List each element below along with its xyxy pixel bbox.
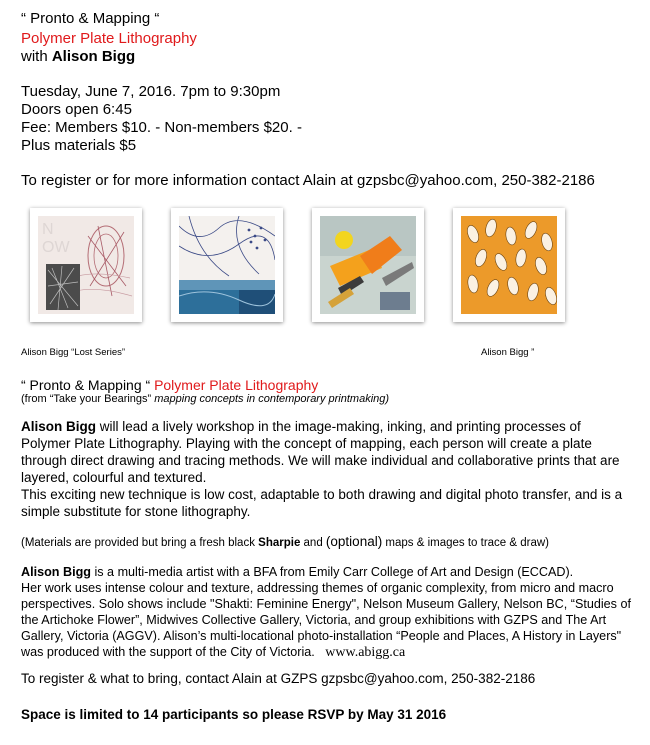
source-note-a: (from “Take your Bearings”: [21, 393, 155, 405]
artist-website-link[interactable]: www.abigg.ca: [325, 645, 406, 660]
caption-lost-series: Alison Bigg “Lost Series”: [21, 347, 126, 358]
section-title-red: Polymer Plate Lithography: [154, 377, 319, 393]
artwork-lost-series-image: [38, 216, 134, 314]
materials-note-b: and: [300, 537, 326, 549]
bio-artist-name: Alison Bigg: [21, 565, 91, 579]
materials-note-optional: (optional): [325, 534, 383, 549]
thumbnail-orange-leaves: [453, 208, 565, 322]
thumbnail-mapping-lines: [171, 208, 283, 322]
artist-name-header: Alison Bigg: [51, 48, 136, 65]
materials-note-sharpie: Sharpie: [258, 537, 301, 549]
workshop-description: [21, 418, 633, 520]
rsvp-deadline: Space is limited to 14 participants so please RSVP by May 31 2016: [21, 707, 447, 722]
section-title-black: “ Pronto & Mapping “: [21, 377, 155, 393]
section-title: [21, 377, 318, 393]
materials-note-a: (Materials are provided but bring a fresh black: [21, 537, 259, 549]
section-source-note: [21, 393, 389, 406]
materials-note: [21, 535, 549, 550]
event-subtitle: Polymer Plate Lithography: [21, 30, 197, 47]
description-p1: will lead a lively workshop in the image-making, inking, and printing processes of Polymer Plate Lithography. Playing with the concept of mapping, each person will create a plate through direct drawing and tracing methods. We will make individual and collaborative prints that are layered, colourful and textured.: [21, 419, 620, 485]
event-fee: Fee: Members $10. - Non-members $20. -: [21, 119, 302, 136]
artist-bio: [21, 564, 633, 661]
caption-right: Alison Bigg ”: [481, 347, 535, 358]
register-info-top: To register or for more information contact Alain at gzpsbc@yahoo.com, 250-382-2186: [21, 172, 595, 189]
with-prefix: with: [21, 48, 52, 65]
event-with-line: [21, 48, 135, 65]
description-artist-name: Alison Bigg: [21, 419, 96, 434]
bio-text2: Her work uses intense colour and texture, addressing themes of organic complexity, from micro and macro perspectives. Solo shows include "Shakti: Feminine Energy", Nelson Museum Gallery, Nelson BC, “Studies of the Artichoke Flower”, Midwives Collective Gallery, Victoria, and group exhibitions with GZPS and The Art Gallery, Victoria (AGGV). Alison’s multi-locational photo-installation “People and Places, A History in Layers" was produced with the support of the City of Victoria.: [21, 581, 631, 659]
artwork-orange-leaves-image: [461, 216, 557, 314]
event-doors: Doors open 6:45: [21, 101, 132, 118]
artwork-paints-tools-image: [320, 216, 416, 314]
description-p2: This exciting new technique is low cost, adaptable to both drawing and digital photo transfer, and is a simple substitute for stone lithography.: [21, 487, 623, 519]
bio-text1: is a multi-media artist with a BFA from Emily Carr College of Art and Design (ECCAD).: [90, 565, 574, 579]
thumbnail-lost-series: [30, 208, 142, 322]
register-info-bottom: To register & what to bring, contact Alain at GZPS gzpsbc@yahoo.com, 250-382-2186: [21, 671, 536, 686]
svg-text:OW: OW: [42, 239, 70, 256]
thumbnail-paints-tools: [312, 208, 424, 322]
svg-text:N: N: [42, 221, 54, 238]
event-title: “ Pronto & Mapping “: [21, 10, 160, 27]
event-materials-fee: Plus materials $5: [21, 137, 137, 154]
event-date: Tuesday, June 7, 2016. 7pm to 9:30pm: [21, 83, 281, 100]
materials-note-d: maps & images to trace & draw): [382, 537, 550, 549]
artwork-mapping-lines-image: [179, 216, 275, 314]
source-note-b: mapping concepts in contemporary printmaking): [154, 393, 390, 405]
